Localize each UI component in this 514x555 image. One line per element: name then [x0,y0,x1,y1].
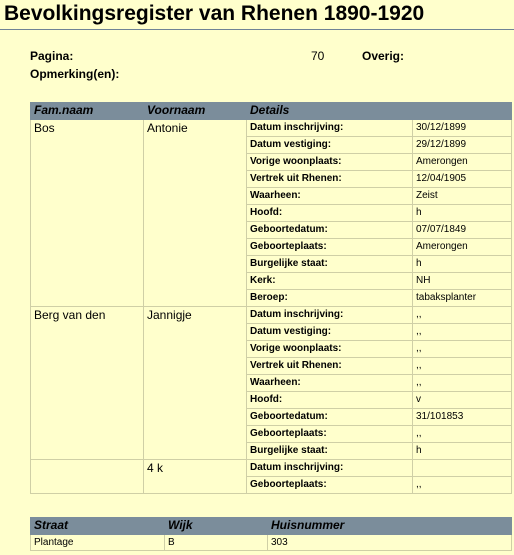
detail-value: 31/101853 [413,409,512,426]
title-divider [0,29,514,30]
huisnummer-cell: 303 [268,535,512,551]
detail-label: Datum inschrijving: [247,460,413,477]
voornaam-cell: Antonie [144,120,247,307]
wijk-cell: B [165,535,268,551]
detail-label: Kerk: [247,273,413,290]
detail-label: Geboortedatum: [247,409,413,426]
detail-value: NH [413,273,512,290]
detail-label: Vertrek uit Rhenen: [247,358,413,375]
detail-value: Amerongen [413,239,512,256]
detail-value: Amerongen [413,154,512,171]
header-huisnummer: Huisnummer [268,518,512,535]
header-straat: Straat [31,518,165,535]
detail-value: ,, [413,341,512,358]
detail-label: Geboorteplaats: [247,477,413,494]
table-row [31,535,512,551]
persons-table [30,102,512,494]
table-row [31,307,512,324]
pagina-label: Pagina: [30,49,74,63]
detail-value: 30/12/1899 [413,120,512,137]
detail-label: Vorige woonplaats: [247,154,413,171]
detail-label: Geboorteplaats: [247,239,413,256]
header-details: Details [247,103,512,120]
detail-label: Burgelijke staat: [247,256,413,273]
straat-cell: Plantage [31,535,165,551]
detail-value: ,, [413,477,512,494]
detail-label: Geboorteplaats: [247,426,413,443]
detail-label: Burgelijke staat: [247,443,413,460]
famnaam-cell: Bos [31,120,144,307]
detail-value [413,460,512,477]
detail-label: Vertrek uit Rhenen: [247,171,413,188]
detail-value: ,, [413,324,512,341]
voornaam-cell: 4 k [144,460,247,494]
detail-label: Datum inschrijving: [247,307,413,324]
detail-value: ,, [413,307,512,324]
detail-value: 29/12/1899 [413,137,512,154]
detail-label: Waarheen: [247,188,413,205]
header-voornaam: Voornaam [144,103,247,120]
persons-header-row [31,103,512,120]
famnaam-cell: Berg van den [31,307,144,460]
detail-value: h [413,256,512,273]
detail-label: Datum inschrijving: [247,120,413,137]
table-row [31,120,512,137]
detail-value: h [413,443,512,460]
detail-value: 12/04/1905 [413,171,512,188]
detail-label: Vorige woonplaats: [247,341,413,358]
detail-value: ,, [413,426,512,443]
persons-body [31,120,512,494]
famnaam-cell [31,460,144,494]
detail-value: ,, [413,358,512,375]
detail-value: h [413,205,512,222]
overig-label: Overig: [362,49,405,63]
detail-value: 07/07/1849 [413,222,512,239]
street-header-row [31,518,512,535]
detail-label: Beroep: [247,290,413,307]
detail-value: ,, [413,375,512,392]
detail-label: Hoofd: [247,205,413,222]
pagina-value: 70 [311,49,325,63]
detail-value: Zeist [413,188,512,205]
header-wijk: Wijk [165,518,268,535]
detail-label: Geboortedatum: [247,222,413,239]
table-row [31,460,512,477]
detail-value: v [413,392,512,409]
header-famnaam: Fam.naam [31,103,144,120]
detail-label: Hoofd: [247,392,413,409]
opmerking-label: Opmerking(en): [30,67,120,81]
detail-label: Datum vestiging: [247,324,413,341]
detail-label: Datum vestiging: [247,137,413,154]
detail-label: Waarheen: [247,375,413,392]
street-table [30,517,512,551]
voornaam-cell: Jannigje [144,307,247,460]
street-body [31,535,512,551]
page-title: Bevolkingsregister van Rhenen 1890-1920 [4,2,425,25]
detail-value: tabaksplanter [413,290,512,307]
